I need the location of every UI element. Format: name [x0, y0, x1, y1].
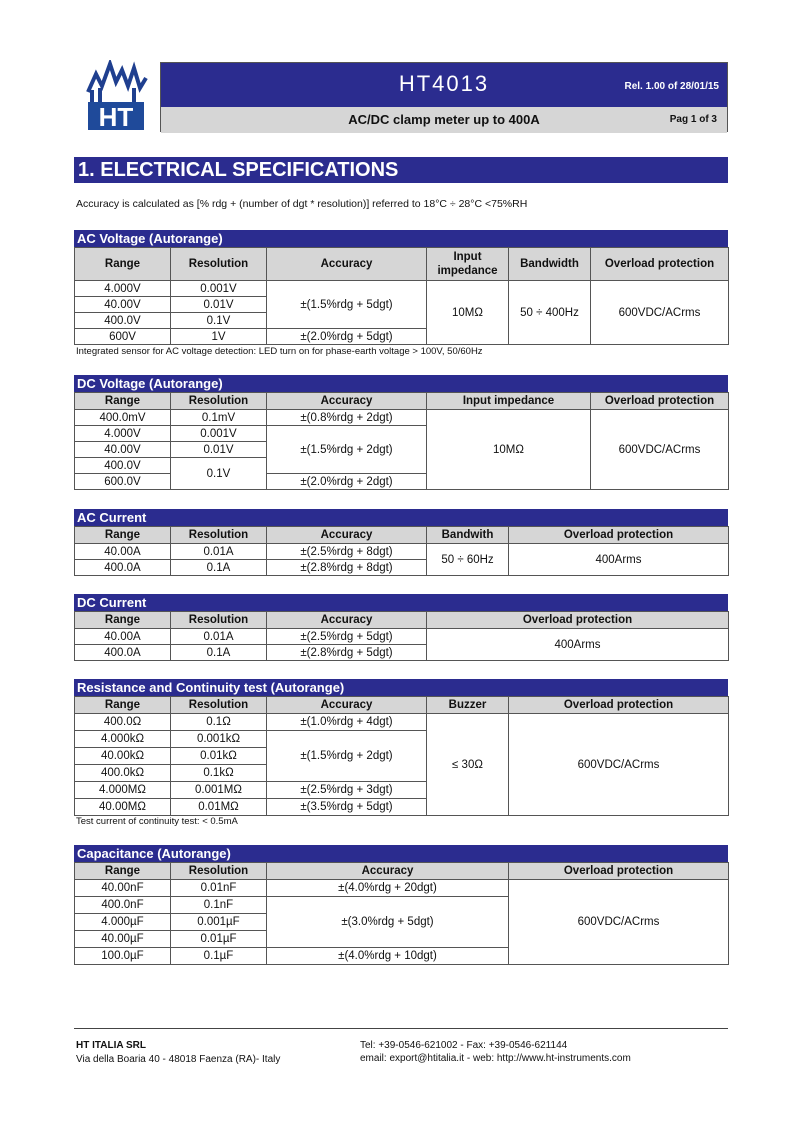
table-cell: ±(4.0%rdg + 10dgt) — [267, 948, 509, 965]
table-header: Resolution — [171, 697, 267, 714]
table-cell: 600VDC/ACrms — [509, 880, 729, 965]
table-header: Range — [75, 863, 171, 880]
dc-current-title: DC Current — [74, 594, 728, 611]
table-cell: ±(2.8%rdg + 5dgt) — [267, 645, 427, 661]
table-cell: 0.1A — [171, 560, 267, 576]
accuracy-intro: Accuracy is calculated as [% rdg + (number of dgt * resolution)] referred to 18°C ÷ 28°C <75%RH — [76, 198, 528, 210]
ac-current-table — [74, 526, 729, 576]
table-cell: ±(4.0%rdg + 20dgt) — [267, 880, 509, 897]
table-cell: 100.0µF — [75, 948, 171, 965]
dc-current-table — [74, 611, 729, 661]
table-cell: 40.00A — [75, 544, 171, 560]
table-cell: 400.0nF — [75, 897, 171, 914]
document-subtitle: AC/DC clamp meter up to 400A — [348, 112, 540, 127]
table-header: Overload protection — [591, 248, 729, 281]
document-header — [160, 62, 728, 132]
table-cell: 600.0V — [75, 474, 171, 490]
dc-voltage-title: DC Voltage (Autorange) — [74, 375, 728, 392]
dc-voltage-table — [74, 392, 729, 490]
table-header: Bandwidth — [509, 248, 591, 281]
table-cell: 400.0V — [75, 458, 171, 474]
footer-company: HT ITALIA SRL — [76, 1040, 146, 1051]
table-cell: 0.01V — [171, 442, 267, 458]
table-cell: ±(1.5%rdg + 2dgt) — [267, 426, 427, 474]
table-cell: 400Arms — [509, 544, 729, 576]
ac-voltage-title: AC Voltage (Autorange) — [74, 230, 728, 247]
table-cell: 0.1µF — [171, 948, 267, 965]
table-cell: 0.01MΩ — [171, 799, 267, 816]
table-cell: 0.001kΩ — [171, 731, 267, 748]
table-header: Overload protection — [591, 393, 729, 410]
table-cell: 0.1nF — [171, 897, 267, 914]
footer-address: Via della Boaria 40 - 48018 Faenza (RA)- Italy — [76, 1054, 281, 1065]
capacitance-title: Capacitance (Autorange) — [74, 845, 728, 862]
table-cell: 0.01nF — [171, 880, 267, 897]
table-cell: 0.001V — [171, 426, 267, 442]
table-cell: 0.1Ω — [171, 714, 267, 731]
table-cell: 400.0kΩ — [75, 765, 171, 782]
resistance-title: Resistance and Continuity test (Autorange) — [74, 679, 728, 696]
table-header: Overload protection — [509, 863, 729, 880]
table-cell: ±(3.0%rdg + 5dgt) — [267, 897, 509, 948]
table-header: Accuracy — [267, 527, 427, 544]
table-cell: 40.00A — [75, 629, 171, 645]
table-header: Resolution — [171, 527, 267, 544]
table-header: Overload protection — [509, 527, 729, 544]
table-cell: 40.00nF — [75, 880, 171, 897]
table-cell: 400.0A — [75, 645, 171, 661]
table-cell: ±(3.5%rdg + 5dgt) — [267, 799, 427, 816]
table-cell: 0.01V — [171, 297, 267, 313]
table-cell: ±(1.0%rdg + 4dgt) — [267, 714, 427, 731]
table-header: Input impedance — [427, 248, 509, 281]
table-cell: ±(0.8%rdg + 2dgt) — [267, 410, 427, 426]
table-cell: ±(2.0%rdg + 2dgt) — [267, 474, 427, 490]
table-cell: 0.01A — [171, 544, 267, 560]
header-subtitle-bar — [161, 107, 727, 133]
table-cell: 0.001MΩ — [171, 782, 267, 799]
table-cell: ±(2.0%rdg + 5dgt) — [267, 329, 427, 345]
ac-voltage-table — [74, 247, 729, 345]
table-cell: 40.00V — [75, 297, 171, 313]
release-info: Rel. 1.00 of 28/01/15 — [624, 81, 719, 92]
table-header: Range — [75, 612, 171, 629]
document-title: HT4013 — [398, 71, 490, 96]
table-cell: 0.1V — [171, 313, 267, 329]
table-cell: 50 ÷ 400Hz — [509, 281, 591, 345]
table-cell: 600VDC/ACrms — [591, 281, 729, 345]
table-header: Accuracy — [267, 248, 427, 281]
table-header: Resolution — [171, 248, 267, 281]
table-cell: 400.0A — [75, 560, 171, 576]
svg-text:HT: HT — [98, 102, 134, 132]
table-header: Accuracy — [267, 393, 427, 410]
footer-phone: Tel: +39-0546-621002 - Fax: +39-0546-621144 — [360, 1040, 568, 1051]
table-cell: 10MΩ — [427, 281, 509, 345]
table-header: Buzzer — [427, 697, 509, 714]
ht-logo — [82, 60, 150, 132]
table-cell: 0.01kΩ — [171, 748, 267, 765]
table-cell: 400.0V — [75, 313, 171, 329]
ac-current-title: AC Current — [74, 509, 728, 526]
table-cell: 1V — [171, 329, 267, 345]
ht-logo-icon — [82, 60, 150, 132]
header-title-bar — [161, 63, 727, 107]
table-cell: ±(2.5%rdg + 3dgt) — [267, 782, 427, 799]
resistance-note: Test current of continuity test: < 0.5mA — [76, 816, 238, 827]
table-header: Range — [75, 393, 171, 410]
footer-divider — [74, 1028, 728, 1029]
ac-voltage-note: Integrated sensor for AC voltage detection: LED turn on for phase-earth voltage > 100V, 50/60Hz — [76, 346, 483, 357]
table-cell: 400.0mV — [75, 410, 171, 426]
table-header: Accuracy — [267, 697, 427, 714]
table-cell: ±(2.5%rdg + 5dgt) — [267, 629, 427, 645]
capacitance-table — [74, 862, 729, 965]
table-cell: 0.1A — [171, 645, 267, 661]
table-cell: 0.1V — [171, 458, 267, 490]
section-title: 1. ELECTRICAL SPECIFICATIONS — [74, 157, 728, 183]
table-header: Bandwith — [427, 527, 509, 544]
table-cell: 0.1kΩ — [171, 765, 267, 782]
resistance-table — [74, 696, 729, 816]
table-header: Resolution — [171, 612, 267, 629]
table-cell: 400Arms — [427, 629, 729, 661]
table-header: Range — [75, 527, 171, 544]
table-cell: ±(2.8%rdg + 8dgt) — [267, 560, 427, 576]
table-header: Accuracy — [267, 612, 427, 629]
table-cell: 0.01A — [171, 629, 267, 645]
table-header: Overload protection — [509, 697, 729, 714]
table-header: Accuracy — [267, 863, 509, 880]
table-cell: 0.1mV — [171, 410, 267, 426]
table-cell: 600VDC/ACrms — [509, 714, 729, 816]
table-cell: ±(1.5%rdg + 2dgt) — [267, 731, 427, 782]
table-cell: 4.000MΩ — [75, 782, 171, 799]
table-cell: 0.001V — [171, 281, 267, 297]
table-cell: 40.00V — [75, 442, 171, 458]
table-cell: ≤ 30Ω — [427, 714, 509, 816]
table-cell: 50 ÷ 60Hz — [427, 544, 509, 576]
table-cell: 400.0Ω — [75, 714, 171, 731]
table-cell: 4.000kΩ — [75, 731, 171, 748]
table-header: Overload protection — [427, 612, 729, 629]
table-cell: 0.001µF — [171, 914, 267, 931]
table-cell: 4.000µF — [75, 914, 171, 931]
table-cell: 10MΩ — [427, 410, 591, 490]
table-header: Range — [75, 248, 171, 281]
table-header: Range — [75, 697, 171, 714]
table-cell: 600V — [75, 329, 171, 345]
footer-contact: email: export@htitalia.it - web: http://www.ht-instruments.com — [360, 1053, 631, 1064]
table-cell: 4.000V — [75, 426, 171, 442]
table-cell: 4.000V — [75, 281, 171, 297]
table-cell: 40.00µF — [75, 931, 171, 948]
table-header: Input impedance — [427, 393, 591, 410]
table-header: Resolution — [171, 393, 267, 410]
table-cell: ±(1.5%rdg + 5dgt) — [267, 281, 427, 329]
table-cell: 40.00kΩ — [75, 748, 171, 765]
page-number: Pag 1 of 3 — [669, 114, 717, 125]
table-cell: ±(2.5%rdg + 8dgt) — [267, 544, 427, 560]
table-header: Resolution — [171, 863, 267, 880]
table-cell: 40.00MΩ — [75, 799, 171, 816]
table-cell: 0.01µF — [171, 931, 267, 948]
table-cell: 600VDC/ACrms — [591, 410, 729, 490]
